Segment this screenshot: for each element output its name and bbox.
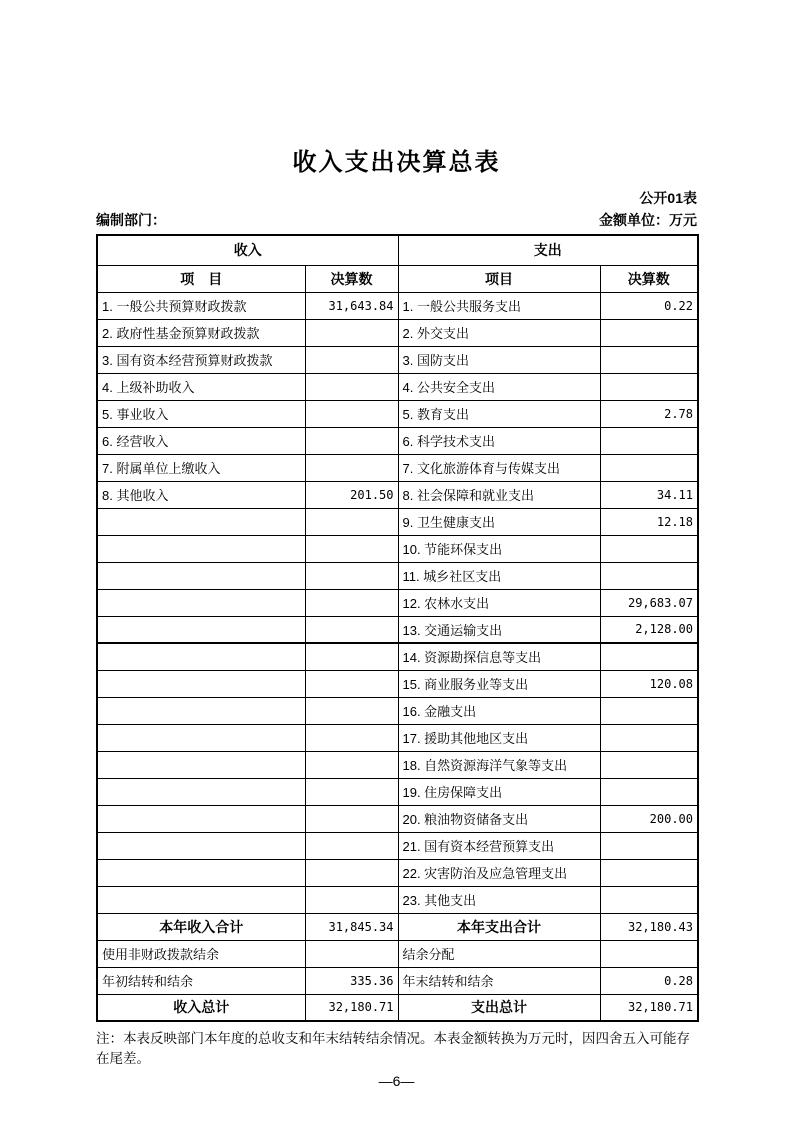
table-row — [97, 481, 698, 508]
prepared-by-label: 编制部门： — [96, 212, 166, 228]
expense-item-cell: 19. 住房保障支出 — [398, 778, 600, 805]
expense-value-header: 决算数 — [600, 265, 698, 292]
expense-item-cell: 5. 教育支出 — [398, 400, 600, 427]
expense-item-cell: 支出总计 — [398, 994, 600, 1021]
table-row — [97, 751, 698, 778]
income-item-cell: 本年收入合计 — [97, 913, 305, 940]
table-row — [97, 778, 698, 805]
income-item-cell — [97, 751, 305, 778]
income-item-cell: 年初结转和结余 — [97, 967, 305, 994]
expense-value-cell — [600, 454, 698, 481]
income-value-cell: 201.50 — [305, 481, 398, 508]
income-item-cell — [97, 697, 305, 724]
expense-value-cell — [600, 319, 698, 346]
expense-item-cell: 20. 粮油物资储备支出 — [398, 805, 600, 832]
meta-row — [96, 210, 697, 230]
expense-value-cell — [600, 643, 698, 670]
expense-item-cell: 6. 科学技术支出 — [398, 427, 600, 454]
income-value-cell — [305, 859, 398, 886]
income-item-cell: 1. 一般公共预算财政拨款 — [97, 292, 305, 319]
income-item-cell — [97, 616, 305, 643]
expense-item-cell: 3. 国防支出 — [398, 346, 600, 373]
expense-value-cell: 34.11 — [600, 481, 698, 508]
expense-item-cell: 13. 交通运输支出 — [398, 616, 600, 643]
expense-value-cell: 32,180.43 — [600, 913, 698, 940]
income-value-cell: 31,643.84 — [305, 292, 398, 319]
expense-item-header: 项目 — [398, 265, 600, 292]
table-row — [97, 562, 698, 589]
table-row — [97, 940, 698, 967]
table-row — [97, 859, 698, 886]
expense-value-cell — [600, 562, 698, 589]
expense-item-cell: 15. 商业服务业等支出 — [398, 670, 600, 697]
income-expense-summary-table — [96, 234, 699, 1022]
expense-item-cell: 8. 社会保障和就业支出 — [398, 481, 600, 508]
expense-value-cell: 2.78 — [600, 400, 698, 427]
expense-value-cell: 29,683.07 — [600, 589, 698, 616]
table-row — [97, 994, 698, 1021]
income-item-cell: 7. 附属单位上缴收入 — [97, 454, 305, 481]
expense-value-cell: 32,180.71 — [600, 994, 698, 1021]
expense-item-cell: 本年支出合计 — [398, 913, 600, 940]
expense-value-cell — [600, 427, 698, 454]
expense-value-cell — [600, 778, 698, 805]
income-item-cell: 6. 经营收入 — [97, 427, 305, 454]
income-value-cell — [305, 589, 398, 616]
income-value-cell — [305, 373, 398, 400]
expense-value-cell — [600, 751, 698, 778]
income-value-cell — [305, 643, 398, 670]
table-row — [97, 346, 698, 373]
income-value-cell — [305, 508, 398, 535]
income-value-cell — [305, 535, 398, 562]
income-value-cell — [305, 670, 398, 697]
table-code-label: 公开01表 — [639, 190, 697, 206]
income-item-header: 项 目 — [97, 265, 305, 292]
table-row — [97, 832, 698, 859]
table-row — [97, 805, 698, 832]
table-row — [97, 670, 698, 697]
expense-item-cell: 22. 灾害防治及应急管理支出 — [398, 859, 600, 886]
expense-value-cell — [600, 346, 698, 373]
table-row — [97, 616, 698, 643]
income-item-cell — [97, 589, 305, 616]
income-item-cell: 使用非财政拨款结余 — [97, 940, 305, 967]
income-value-cell — [305, 832, 398, 859]
expense-item-cell: 7. 文化旅游体育与传媒支出 — [398, 454, 600, 481]
income-value-cell — [305, 778, 398, 805]
income-value-cell — [305, 454, 398, 481]
table-row — [97, 724, 698, 751]
income-item-cell — [97, 643, 305, 670]
income-item-cell: 4. 上级补助收入 — [97, 373, 305, 400]
page-number: —6— — [378, 1073, 415, 1089]
expense-item-cell: 2. 外交支出 — [398, 319, 600, 346]
table-row — [97, 913, 698, 940]
income-value-cell — [305, 400, 398, 427]
expense-value-cell: 200.00 — [600, 805, 698, 832]
income-group-header: 收入 — [97, 235, 398, 265]
expense-value-cell — [600, 940, 698, 967]
income-value-cell — [305, 562, 398, 589]
expense-item-cell: 9. 卫生健康支出 — [398, 508, 600, 535]
group-header-row — [97, 235, 698, 265]
expense-item-cell: 结余分配 — [398, 940, 600, 967]
income-item-cell — [97, 886, 305, 913]
income-item-cell — [97, 670, 305, 697]
expense-value-cell: 0.28 — [600, 967, 698, 994]
expense-item-cell: 1. 一般公共服务支出 — [398, 292, 600, 319]
income-item-cell — [97, 805, 305, 832]
income-item-cell: 2. 政府性基金预算财政拨款 — [97, 319, 305, 346]
unit-label: 金额单位：万元 — [599, 212, 697, 228]
table-row — [97, 400, 698, 427]
income-value-cell — [305, 697, 398, 724]
table-row — [97, 697, 698, 724]
income-item-cell — [97, 562, 305, 589]
income-item-cell: 5. 事业收入 — [97, 400, 305, 427]
income-value-cell — [305, 751, 398, 778]
income-item-cell — [97, 832, 305, 859]
expense-item-cell: 23. 其他支出 — [398, 886, 600, 913]
income-item-cell — [97, 778, 305, 805]
expense-value-cell — [600, 859, 698, 886]
table-row — [97, 589, 698, 616]
expense-item-cell: 12. 农林水支出 — [398, 589, 600, 616]
column-header-row — [97, 265, 698, 292]
table-row — [97, 886, 698, 913]
expense-item-cell: 10. 节能环保支出 — [398, 535, 600, 562]
income-item-cell — [97, 859, 305, 886]
expense-value-cell — [600, 832, 698, 859]
income-item-cell — [97, 535, 305, 562]
expense-value-cell: 12.18 — [600, 508, 698, 535]
table-row — [97, 454, 698, 481]
table-row — [97, 535, 698, 562]
income-value-cell — [305, 427, 398, 454]
expense-value-cell — [600, 724, 698, 751]
income-value-cell — [305, 346, 398, 373]
income-item-cell — [97, 724, 305, 751]
income-item-cell: 收入总计 — [97, 994, 305, 1021]
income-value-cell: 31,845.34 — [305, 913, 398, 940]
table-row — [97, 373, 698, 400]
income-item-cell — [97, 508, 305, 535]
expense-value-cell: 120.08 — [600, 670, 698, 697]
income-value-cell — [305, 616, 398, 643]
expense-item-cell: 21. 国有资本经营预算支出 — [398, 832, 600, 859]
income-value-cell — [305, 940, 398, 967]
expense-group-header: 支出 — [398, 235, 698, 265]
income-value-cell — [305, 886, 398, 913]
table-row — [97, 967, 698, 994]
table-body — [97, 292, 698, 1021]
table-row — [97, 427, 698, 454]
expense-value-cell — [600, 886, 698, 913]
income-value-cell — [305, 319, 398, 346]
income-value-cell: 32,180.71 — [305, 994, 398, 1021]
expense-item-cell: 11. 城乡社区支出 — [398, 562, 600, 589]
table-row — [97, 319, 698, 346]
table-row — [97, 508, 698, 535]
expense-item-cell: 16. 金融支出 — [398, 697, 600, 724]
income-value-cell — [305, 724, 398, 751]
table-row — [97, 643, 698, 670]
expense-value-cell — [600, 373, 698, 400]
footnote: 注：本表反映部门本年度的总收支和年末结转结余情况。本表金额转换为万元时，因四舍五入可能存在尾差。 — [96, 1031, 690, 1066]
expense-value-cell — [600, 697, 698, 724]
expense-item-cell: 14. 资源勘探信息等支出 — [398, 643, 600, 670]
income-item-cell: 8. 其他收入 — [97, 481, 305, 508]
table-row — [97, 292, 698, 319]
expense-item-cell: 17. 援助其他地区支出 — [398, 724, 600, 751]
expense-item-cell: 年末结转和结余 — [398, 967, 600, 994]
income-value-cell — [305, 805, 398, 832]
expense-value-cell — [600, 535, 698, 562]
expense-value-cell: 0.22 — [600, 292, 698, 319]
expense-value-cell: 2,128.00 — [600, 616, 698, 643]
expense-item-cell: 18. 自然资源海洋气象等支出 — [398, 751, 600, 778]
income-item-cell: 3. 国有资本经营预算财政拨款 — [97, 346, 305, 373]
expense-item-cell: 4. 公共安全支出 — [398, 373, 600, 400]
income-value-cell: 335.36 — [305, 967, 398, 994]
income-value-header: 决算数 — [305, 265, 398, 292]
page-title: 收入支出决算总表 — [292, 149, 501, 176]
